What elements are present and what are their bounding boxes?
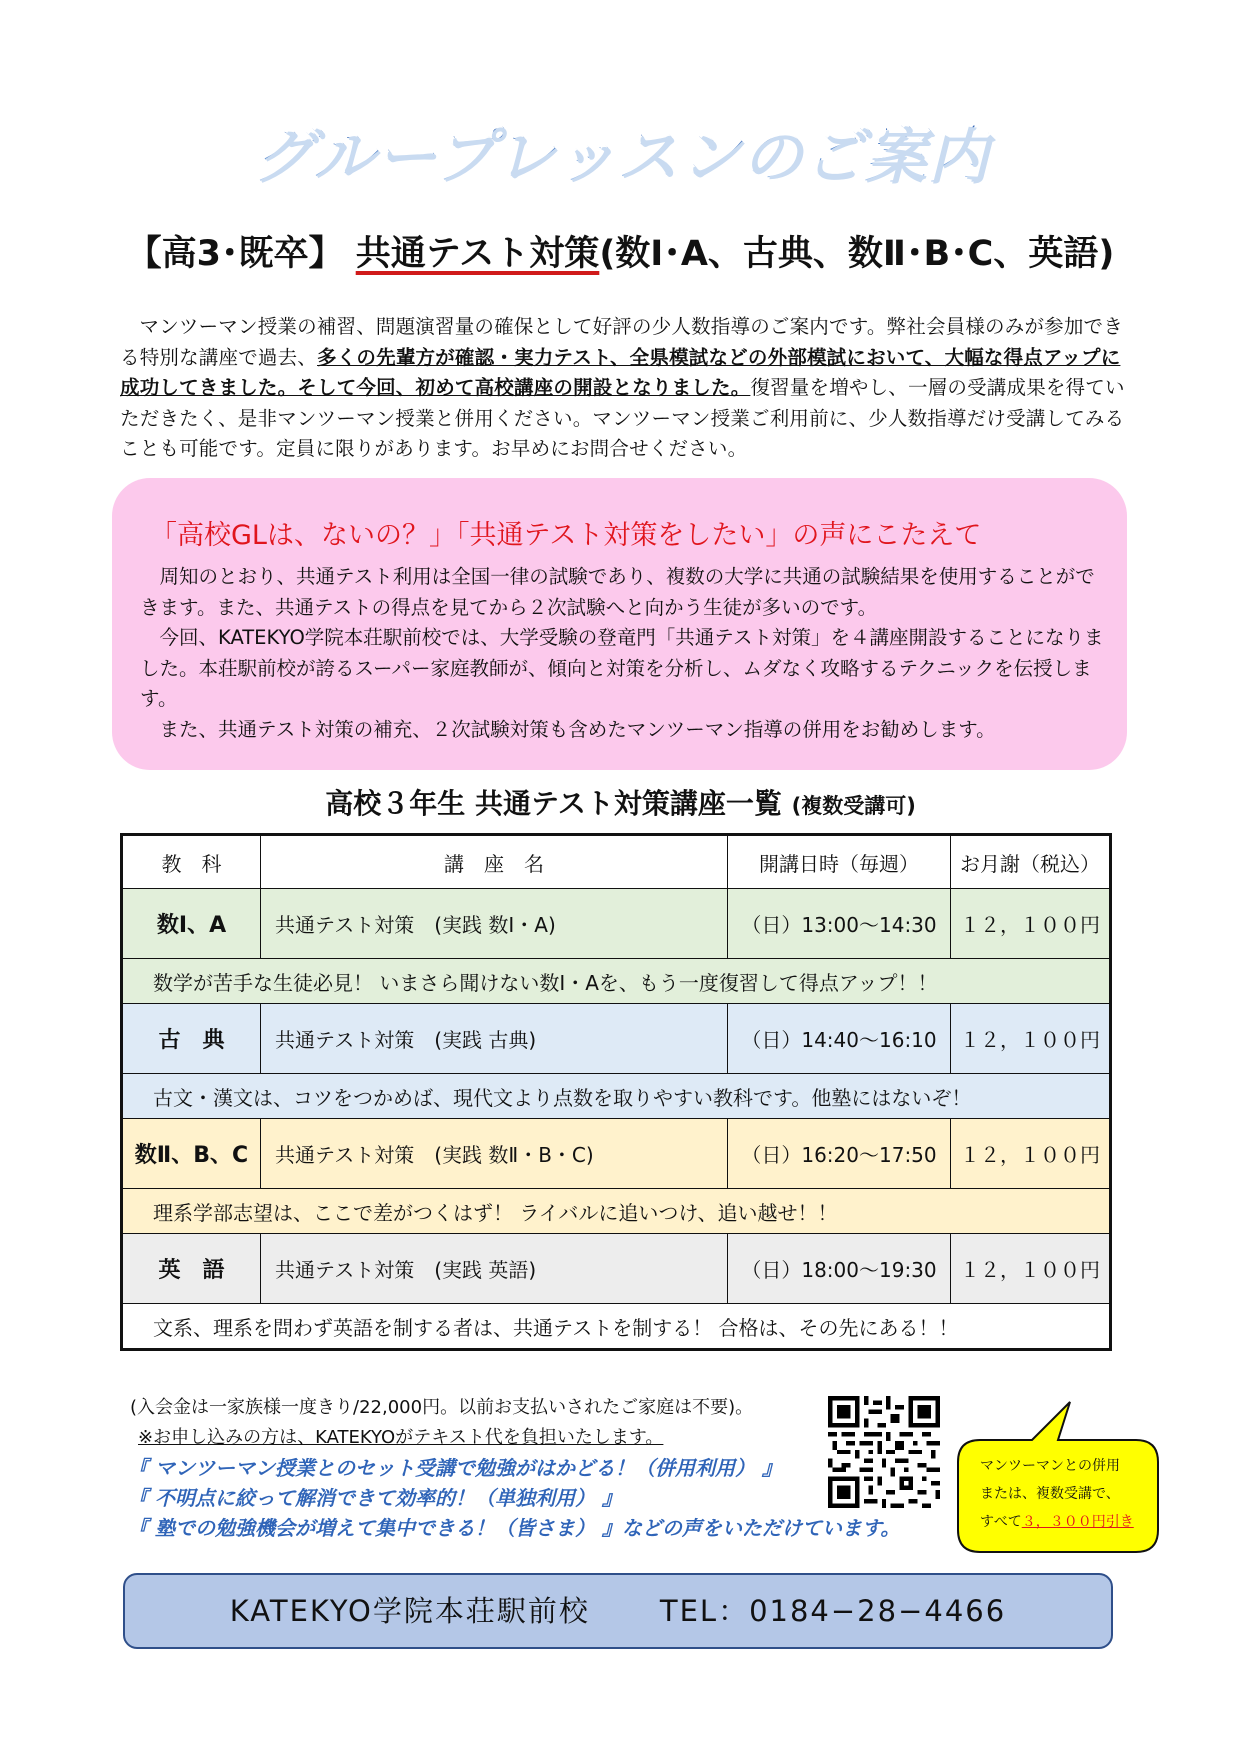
callout-line: または、複数受講で、 bbox=[980, 1486, 1120, 1502]
subject-cell: 数Ⅱ、B、C bbox=[122, 1119, 261, 1189]
note-cell: 古文・漢文は、コツをつかめば、現代文より点数を取りやすい教科です。他塾にはないぞ！ bbox=[122, 1074, 1111, 1119]
course-table bbox=[120, 833, 1112, 1351]
course-cell: 共通テスト対策 (実践 英語) bbox=[261, 1234, 728, 1304]
table-note-row bbox=[122, 1074, 1111, 1119]
note-line: ※お申し込みの方は、KATEKYOがテキスト代を負担いたします。 bbox=[138, 1427, 664, 1448]
time-cell: （日）18:00～19:30 bbox=[728, 1234, 951, 1304]
highlight-paragraph: また、共通テスト対策の補充、２次試験対策も含めたマンツーマン指導の併用をお勧めします。 bbox=[159, 717, 996, 741]
intro-part1: マンツーマン授業の補習、問題演習量の確保として好評の少人数指導のご案内です。弊社会員様のみが参加できる特別な講座で過去、 bbox=[120, 315, 1123, 369]
highlight-paragraph: 今回、KATEKYO学院本荘駅前校では、大学受験の登竜門「共通テスト対策」を４講座開設することになりました。本荘駅前校が誇るスーパー家庭教師が、傾向と対策を分析し、ムダなく攻略するテクニックを伝授します。 bbox=[140, 626, 1104, 710]
fee-cell: １２，１００円 bbox=[951, 1004, 1111, 1074]
phone-number[interactable]: TEL：0184−28−4466 bbox=[659, 1594, 1007, 1628]
subtitle-prefix: 【高3･既卒】 bbox=[126, 234, 356, 274]
course-cell: 共通テスト対策 (実践 数Ⅰ・A) bbox=[261, 889, 728, 959]
table-row bbox=[122, 1004, 1111, 1074]
time-cell: （日）14:40～16:10 bbox=[728, 1004, 951, 1074]
testimonial: 『 塾での勉強機会が増えて集中できる！（皆さま） 』などの声をいただけています。 bbox=[128, 1516, 901, 1540]
time-cell: （日）13:00～14:30 bbox=[728, 889, 951, 959]
time-cell: （日）16:20～17:50 bbox=[728, 1119, 951, 1189]
note-cell: 理系学部志望は、ここで差がつくはず！ ライバルに追いつけ、追い越せ！！ bbox=[122, 1189, 1111, 1234]
table-title bbox=[0, 782, 1241, 822]
highlight-body bbox=[140, 562, 1105, 745]
highlight-heading: 「高校GLは、ないの？」「共通テスト対策をしたい」の声にこたえて bbox=[150, 520, 982, 551]
table-title-note: (複数受講可) bbox=[791, 794, 916, 818]
subject-cell: 英 語 bbox=[122, 1234, 261, 1304]
highlight-paragraph: 周知のとおり、共通テスト利用は全国一律の試験であり、複数の大学に共通の試験結果を使用することができます。また、共通テストの得点を見てから２次試験へと向かう生徒が多いのです。 bbox=[140, 565, 1095, 619]
fee-cell: １２，１００円 bbox=[951, 1234, 1111, 1304]
callout-text bbox=[980, 1452, 1134, 1536]
qr-code[interactable] bbox=[828, 1396, 940, 1508]
header-time: 開講日時（毎週） bbox=[728, 835, 951, 889]
callout-line bbox=[980, 1508, 1134, 1536]
fee-cell: １２，１００円 bbox=[951, 889, 1111, 959]
fee-notes bbox=[130, 1393, 753, 1423]
note-cell: 文系、理系を問わず英語を制する者は、共通テストを制する！ 合格は、その先にある！！ bbox=[122, 1304, 1111, 1350]
subject-cell: 古 典 bbox=[122, 1004, 261, 1074]
table-title-text: 高校３年生 共通テスト対策講座一覧 bbox=[325, 787, 782, 820]
course-subtitle bbox=[0, 226, 1241, 276]
intro-underlined: 多くの先輩方が確認・実力テスト、全県模試などの外部模試において、大幅な得点アップに成功してきました。そして今回、初めて高校講座の開設となりました。 bbox=[120, 345, 1121, 399]
note-line: (入会金は一家族様一度きり/22,000円。以前お支払いされたご家庭は不要)。 bbox=[130, 1397, 754, 1418]
testimonial: 『 不明点に絞って解消できて効率的！（単独利用） 』 bbox=[128, 1486, 622, 1510]
subtitle-suffix: (数Ⅰ･A、古典、数Ⅱ･B･C、英語) bbox=[599, 234, 1115, 274]
page-title: グループレッスンのご案内 bbox=[252, 121, 989, 191]
testimonial: 『 マンツーマン授業とのセット受講で勉強がはかどる！（併用利用） 』 bbox=[128, 1456, 782, 1480]
table-note-row bbox=[122, 959, 1111, 1004]
header-course: 講 座 名 bbox=[261, 835, 728, 889]
callout-prefix: すべて bbox=[980, 1514, 1022, 1530]
table-note-row bbox=[122, 1304, 1111, 1350]
callout-line: マンツーマンとの併用 bbox=[980, 1458, 1120, 1474]
table-row bbox=[122, 1119, 1111, 1189]
intro-part2: 復習量を増やし、一層の受講成果を得ていただきたく、是非マンツーマン授業と併用ください。マンツーマン授業ご利用前に、少人数指導だけ受講してみることも可能です。定員に限りがあります。お早めにお問合せください。 bbox=[120, 376, 1125, 460]
table-header-row bbox=[122, 835, 1111, 889]
course-cell: 共通テスト対策 (実践 古典) bbox=[261, 1004, 728, 1074]
subtitle-underlined: 共通テスト対策 bbox=[355, 234, 600, 274]
callout-discount: ３，３００円引き bbox=[1021, 1514, 1134, 1530]
course-cell: 共通テスト対策 (実践 数Ⅱ・B・C) bbox=[261, 1119, 728, 1189]
testimonials bbox=[128, 1453, 900, 1543]
school-name: KATEKYO学院本荘駅前校 bbox=[229, 1594, 590, 1628]
intro-paragraph bbox=[120, 312, 1130, 465]
note-cell: 数学が苦手な生徒必見！ いまさら聞けない数Ⅰ・Aを、もう一度復習して得点アップ！！ bbox=[122, 959, 1111, 1004]
table-note-row bbox=[122, 1189, 1111, 1234]
header-subject: 教 科 bbox=[122, 835, 261, 889]
header-fee: お月謝（税込） bbox=[951, 835, 1111, 889]
subject-cell: 数Ⅰ、A bbox=[122, 889, 261, 959]
table-row bbox=[122, 889, 1111, 959]
contact-info bbox=[123, 1573, 1113, 1649]
table-row bbox=[122, 1234, 1111, 1304]
fee-cell: １２，１００円 bbox=[951, 1119, 1111, 1189]
